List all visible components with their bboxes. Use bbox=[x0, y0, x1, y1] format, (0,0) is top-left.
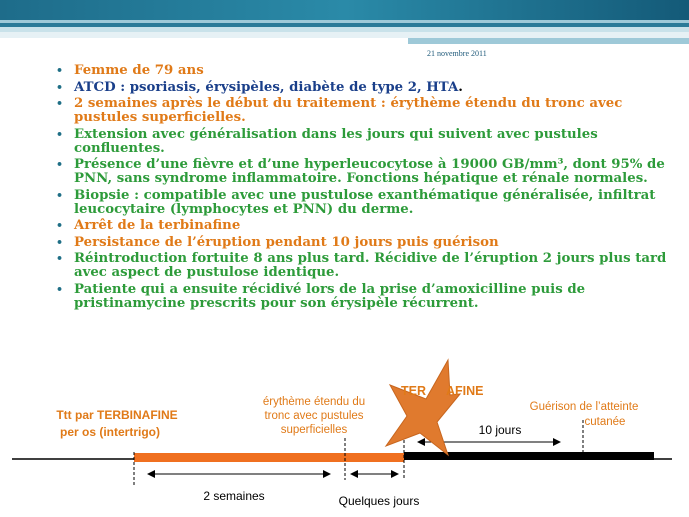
bullet-text: ATCD : psoriasis, érysipèles, diabète de type 2, HTA bbox=[74, 79, 459, 95]
bullet-dot-icon: • bbox=[56, 80, 64, 94]
bullet-dot-icon: • bbox=[56, 282, 64, 296]
stop-label-left: TER bbox=[401, 384, 426, 398]
bullet-text: 2 semaines après le début du traitement : érythème étendu du tronc avec pustules superficielles. bbox=[74, 96, 623, 125]
erythema-label-line2: tronc avec pustules bbox=[264, 410, 364, 422]
bullet-dot-icon: • bbox=[56, 252, 64, 265]
few-days-label: Quelques jours bbox=[338, 494, 420, 508]
bullet-dot-icon: • bbox=[56, 219, 64, 232]
bullet-text: Femme de 79 ans bbox=[74, 63, 204, 78]
ttt-label-line2: per os (intertrigo) bbox=[59, 425, 161, 439]
treatment-bar bbox=[134, 453, 404, 462]
bullet-dot-icon: • bbox=[56, 188, 64, 202]
post-stop-bar bbox=[404, 452, 654, 460]
slide-date: 21 novembre 2011 bbox=[427, 49, 487, 58]
bullet-dot-icon: • bbox=[56, 235, 64, 249]
bullet-text: Patiente qui a ensuite récidivé lors de la prise d’amoxicilline puis de pristinamycine prescrits pour son érysipèle récurrent. bbox=[74, 281, 586, 311]
stop-label-right: AFINE bbox=[446, 384, 484, 398]
two-weeks-label: 2 semaines bbox=[203, 489, 265, 503]
stop-star-icon bbox=[386, 360, 460, 455]
bullet-dot-icon: • bbox=[56, 97, 64, 110]
ten-days-label: 10 jours bbox=[478, 423, 522, 437]
bullet-dot-icon: • bbox=[56, 158, 64, 171]
bullet-text: Réintroduction fortuite 8 ans plus tard. Récidive de l’éruption 2 jours plus tard avec aspect de pustulose identique. bbox=[74, 251, 667, 280]
healing-label-line2: cutanée bbox=[584, 416, 626, 428]
bullet-text: Persistance de l’éruption pendant 10 jours puis guérison bbox=[74, 234, 499, 250]
bullet-text: . bbox=[458, 79, 463, 95]
erythema-label-line3: superficielles bbox=[280, 424, 348, 436]
bullet-text: Présence d’une fièvre et d’une hyperleucocytose à 19000 GB/mm³, dont 95% de PNN, sans syndrome inflammatoire. Fonctions hépatique et rénale normales. bbox=[74, 157, 665, 186]
healing-label-line1: Guérison de l’atteinte bbox=[529, 401, 639, 413]
bullet-text: Extension avec généralisation dans les jours qui suivent avec pustules confluentes. bbox=[74, 126, 598, 156]
ttt-label-line1: Ttt par TERBINAFINE bbox=[56, 408, 178, 422]
bullet-dot-icon: • bbox=[56, 64, 64, 77]
erythema-label-line1: érythème étendu du bbox=[262, 396, 366, 408]
bullet-dot-icon: • bbox=[56, 127, 64, 141]
bullet-text: Biopsie : compatible avec une pustulose exanthématique généralisée, infiltrat leucocytaire (lymphocytes et PNN) du derme. bbox=[74, 187, 656, 217]
bullet-text: Arrêt de la terbinafine bbox=[74, 218, 241, 233]
